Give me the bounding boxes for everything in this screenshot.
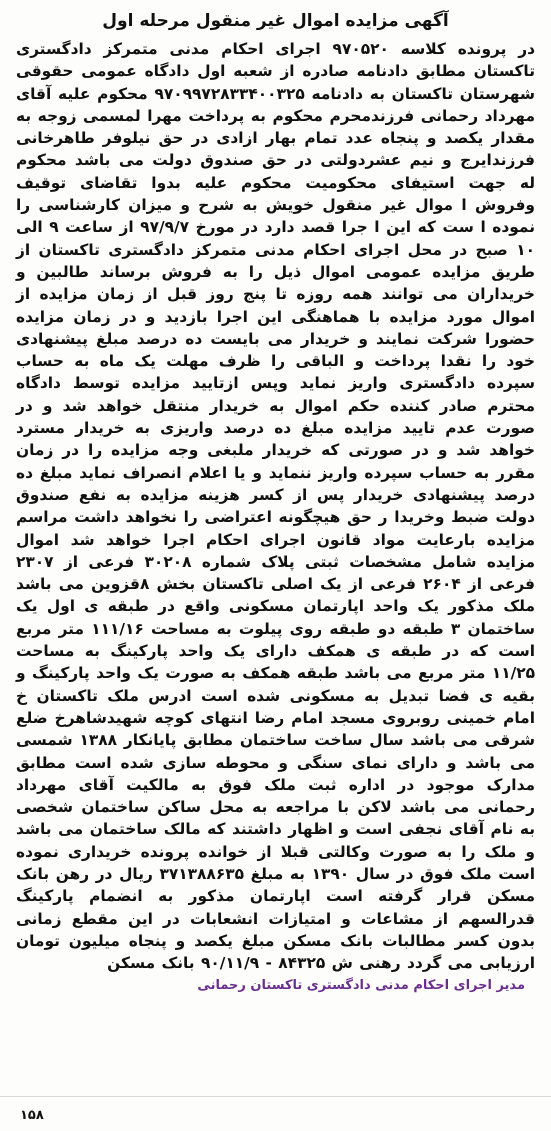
footer-divider <box>0 1096 551 1097</box>
page-number: ۱۵۸ <box>20 1108 44 1123</box>
notice-title: آگهی مزایده اموال غیر منقول مرحله اول <box>102 11 449 31</box>
signature-line: مدیر اجرای احکام مدنی دادگستری تاکستان رحمانی <box>197 978 525 994</box>
notice-body: در پرونده کلاسه ۹۷۰۵۲۰ اجرای احکام مدنی متمرکز دادگستری تاکستان مطابق دادنامه صادره از شعبه اول دادگاه عمومی حقوقی شهرستان تاکستان به دادنامه ۹۷۰۹۹۷۲۸۳۳۴۰۰۳۲۵ محکوم علیه آقای مهرداد رحمانی فرزندمحرم محکوم به پرداخت مهرا لمسمی زوجه به مقدار یکصد و پنجاه عدد تمام بهار ازادی در حق نیلوفر طاهرخانی فرزندایرج و نیم عشردولتی در حق صندوق دولت می باشد محکوم له جهت استیفای محکومیت محکوم علیه بدوا تقاضای توقیف وفروش ا موال غیر منقول خویش به شرح و میزان کارشناسی را نموده ا ست که این ا جرا قصد دارد در مورخ ۹۷/۹/۷ از ساعت ۹ الی ۱۰ صبح در محل اجرای احکام مدنی متمرکز دادگستری تاکستان از طریق مزایده عمومی اموال ذیل را به فروش برساند طالبین و خریداران می توانند همه روزه تا پنج روز قبل از زمان مزایده از اموال مورد مزایده با هماهنگی این اجرا بازدید و در زمان مزایده حضورا شرکت نمایند و خریدار می بایست ده درصد مبلغ پیشنهادی خود را نقدا پرداخت و الباقی را ظرف مهلت یک ماه به حساب سپرده دادگستری واریز نماید وپس ازتایید مزایده توسط دادگاه محترم صادر کننده حکم اموال به خریدار منتقل خواهد شد و در صورت عدم تایید مزایده مبلغ ده درصد واریزی به خریدار مسترد خواهد شد و در صورتی که خریدار ملبغی وجه مزایده را در زمان مقرر به حساب سپرده واریز ننماید و یا اعلام انصراف نماید مبلغ ده درصد پیشنهادی خریدار پس از کسر هزینه مزایده به نفع صندوق دولت ضبط وخریدا ر حق هیچگونه اعتراضی را نخواهد داشت مراسم مزایده بارعایت مواد قانون اجرای احکام اجرا خواهد شد اموال مزایده شامل مشخصات ثبتی پلاک شماره ۳۰۲۰۸ فرعی از ۲۳۰۷ فرعی از ۲۶۰۴ فرعی از یک اصلی تاکستان بخش ۸قزوین می باشد ملک مذکور یک واحد اپارتمان مسکونی واقع در طبقه ی اول یک ساختمان ۳ طبقه دو طبقه روی پیلوت به مساحت ۱۱۱/۱۶ متر مربع است که در طبقه ی همکف دارای یک واحد پارکینگ به مساحت ۱۱/۲۵ متر مربع می باشد طبقه همکف به صورت یک واحد پارکینگ و بقیه ی فضا تبدیل به مسکونی شده است ادرس ملک تاکستان خ امام خمینی روبروی مسجد امام رضا انتهای کوچه شهیدشاهرخ ضلع شرقی می باشد سال ساخت ساختمان مطابق پایانکار ۱۳۸۸ شمسی می باشد و دارای نمای سنگی و محوطه سازی شده است مطابق مدارک موجود در اداره ثبت ملک فوق به مالکیت آقای مهرداد رحمانی می باشد لاکن با مراجعه به محل ساکن ساختمان شخصی به نام آقای نجفی است و اظهار داشتند که مالک ساختمان می باشد و ملک را به صورت وکالتی قبلا از خوانده پرونده خریداری نموده است ملک فوق در سال ۱۳۹۰ به مبلغ ۳۷۱۳۸۸۶۳۵ ریال در رهن بانک مسکن قرار گرفته است اپارتمان مذکور به انضمام پارکینگ قدرالسهم از مشاعات و امتیازات انشعابات در این مقطع زمانی بدون کسر مطالبات بانک مسکن مبلغ یکصد و پنجاه میلیون تومان ارزیابی می گردد رهنی ش ۸۴۳۲۵ - ۹۰/۱۱/۹ بانک مسکن <box>16 40 536 973</box>
